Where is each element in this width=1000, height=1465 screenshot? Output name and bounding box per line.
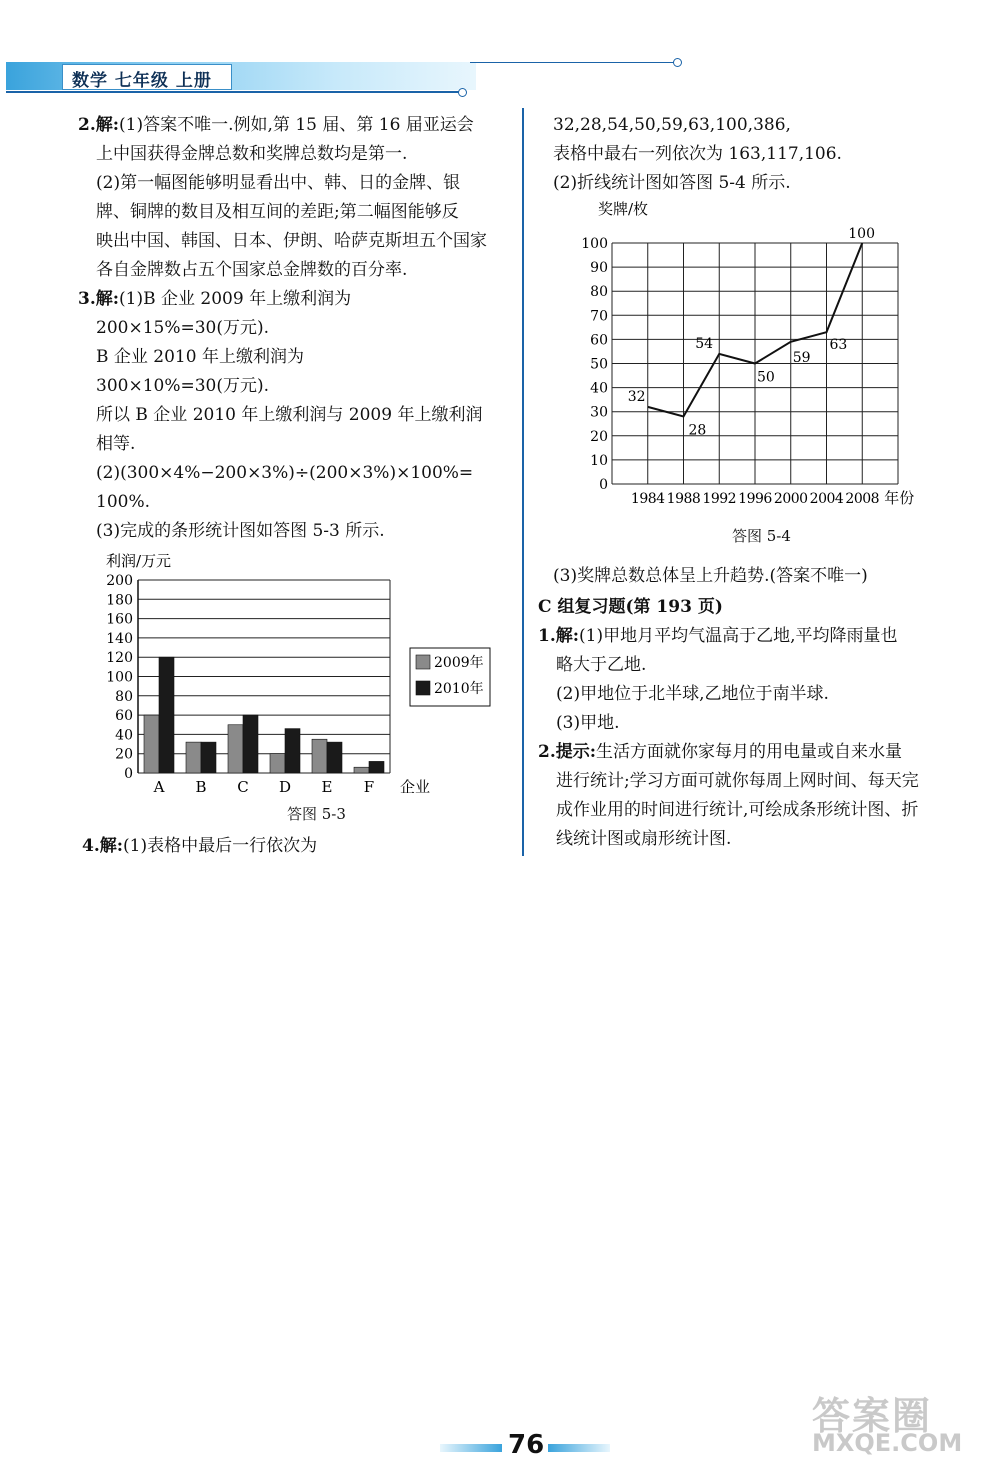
line-chart-ytick-label: 90 xyxy=(590,260,608,277)
c2-line-1 xyxy=(538,741,902,763)
fig4-caption: 答图 5-4 xyxy=(732,527,791,545)
line-chart-ytick-label: 70 xyxy=(590,308,608,325)
c2-number: 2. xyxy=(538,742,556,762)
q2-tag: 解: xyxy=(95,115,120,135)
header-dot-right xyxy=(673,58,682,67)
legend-swatch-2009年 xyxy=(416,655,430,669)
bar-chart-ytick-label: 180 xyxy=(106,592,133,609)
line-chart-ytick-label: 20 xyxy=(590,428,608,445)
bar-2009年-B xyxy=(186,742,201,773)
watermark-bottom-text: MXQE.COM xyxy=(812,1429,963,1457)
q4-tag: 解: xyxy=(99,836,124,856)
bar-2010年-F xyxy=(369,761,384,773)
c1-tag: 解: xyxy=(555,626,580,646)
bar-chart-category-label: C xyxy=(237,778,249,796)
line-chart-ytick-label: 60 xyxy=(590,332,608,349)
right-line-2: 表格中最右一列依次为 163,117,106. xyxy=(553,144,842,164)
q2-line-1 xyxy=(78,114,474,136)
bar-chart-category-label: E xyxy=(321,778,333,796)
right-line-3: (2)折线统计图如答图 5-4 所示. xyxy=(553,173,791,193)
bar-chart-xlabel: 企业 xyxy=(400,778,431,796)
line-chart-data-label: 63 xyxy=(829,337,848,354)
c1-number: 1. xyxy=(538,626,556,646)
legend-label-2009年: 2009年 xyxy=(434,655,484,671)
line-chart-data-label: 50 xyxy=(757,369,775,386)
page-number: 76 xyxy=(508,1430,545,1460)
q2-line-6: 各自金牌数占五个国家总金牌数的百分率. xyxy=(96,260,408,280)
watermark xyxy=(812,1385,992,1457)
c1-line-2: 略大于乙地. xyxy=(556,655,647,675)
c1-line-1 xyxy=(538,625,898,647)
c1-line-4: (3)甲地. xyxy=(556,713,620,733)
q3-line-2: 200×15%=30(万元). xyxy=(96,318,270,338)
bar-2009年-E xyxy=(312,739,327,773)
q3-line-7: (2)(300×4%−200×3%)÷(200×3%)×100%= xyxy=(96,463,474,483)
q3-text: (1)B 企业 2009 年上缴利润为 xyxy=(119,289,352,309)
c2-line-2: 进行统计;学习方面可就你每周上网时间、每天完 xyxy=(556,771,919,791)
bar-2009年-D xyxy=(270,754,285,773)
bar-2010年-E xyxy=(327,742,342,773)
bar-chart-ytick-label: 40 xyxy=(115,727,133,744)
q2-text: (1)答案不唯一.例如,第 15 届、第 16 届亚运会 xyxy=(119,115,474,135)
line-chart-ytick-label: 30 xyxy=(590,404,608,421)
header-top-rule xyxy=(470,62,675,63)
q3-line-1 xyxy=(78,288,351,310)
line-chart-xtick-label: 2004 xyxy=(809,491,844,507)
header-dot-left xyxy=(458,88,467,97)
legend-swatch-2010年 xyxy=(416,681,430,695)
q2-line-4: 牌、铜牌的数目及相互间的差距;第二幅图能够反 xyxy=(96,202,459,222)
q4-text: (1)表格中最后一行依次为 xyxy=(123,836,318,856)
footer-bar-left xyxy=(440,1444,502,1452)
line-chart-xtick-label: 1996 xyxy=(738,491,772,507)
c2-line-3: 成作业用的时间进行统计,可绘成条形统计图、折 xyxy=(556,800,919,820)
footer-bar-right xyxy=(548,1444,610,1452)
line-chart-data-label: 100 xyxy=(848,226,875,242)
line-chart xyxy=(560,195,930,507)
bar-chart-category-label: B xyxy=(195,778,207,796)
bar-chart-ytick-label: 60 xyxy=(115,708,133,725)
q3-part3-text: (3)奖牌总数总体呈上升趋势.(答案不唯一) xyxy=(553,566,868,586)
legend-label-2010年: 2010年 xyxy=(434,681,484,697)
line-chart-data-label: 28 xyxy=(688,422,707,439)
q3-line-4: 300×10%=30(万元). xyxy=(96,376,270,396)
bar-chart-ytick-label: 20 xyxy=(115,746,133,763)
bar-2010年-A xyxy=(159,657,174,773)
header-title: 数学 七年级 上册 xyxy=(72,71,212,91)
line-chart-xlabel: 年份 xyxy=(884,489,915,507)
bar-chart-category-label: F xyxy=(363,778,375,796)
q3-line-5: 所以 B 企业 2010 年上缴利润与 2009 年上缴利润 xyxy=(96,405,483,425)
line-chart-data-label: 32 xyxy=(627,388,646,405)
c2-line-4: 线统计图或扇形统计图. xyxy=(556,829,732,849)
line-chart-data-label: 59 xyxy=(792,349,811,366)
bar-chart xyxy=(100,548,500,798)
bar-chart-ytick-label: 120 xyxy=(106,650,133,667)
q2-line-5: 映出中国、韩国、日本、伊朗、哈萨克斯坦五个国家 xyxy=(96,231,487,251)
line-chart-ytick-label: 10 xyxy=(590,452,608,469)
line-chart-data-label: 54 xyxy=(695,335,714,352)
fig3-caption: 答图 5-3 xyxy=(287,805,346,823)
bar-chart-ytick-label: 80 xyxy=(115,688,133,705)
q3-number: 3. xyxy=(78,289,96,309)
bar-2009年-F xyxy=(354,767,369,773)
section-c-heading: C 组复习题(第 193 页) xyxy=(538,597,723,617)
line-chart-ytick-label: 40 xyxy=(590,380,608,397)
q2-number: 2. xyxy=(78,115,96,135)
bar-chart-ytick-label: 100 xyxy=(106,669,133,686)
q2-line-3: (2)第一幅图能够明显看出中、韩、日的金牌、银 xyxy=(96,173,461,193)
bar-2010年-B xyxy=(201,742,216,773)
c2-tag: 提示: xyxy=(555,742,597,762)
line-chart-xtick-label: 1992 xyxy=(702,491,737,507)
line-chart-ytick-label: 100 xyxy=(581,236,608,252)
q4-line-1 xyxy=(82,835,317,857)
watermark-top-text: 答案圈 xyxy=(812,1394,933,1438)
bar-chart-category-label: D xyxy=(278,778,292,796)
line-chart-xtick-label: 2008 xyxy=(845,491,880,507)
q3-line-3: B 企业 2010 年上缴利润为 xyxy=(96,347,304,367)
line-chart-xtick-label: 1984 xyxy=(630,491,665,507)
c1-line-3: (2)甲地位于北半球,乙地位于南半球. xyxy=(556,684,829,704)
q3-line-9: (3)完成的条形统计图如答图 5-3 所示. xyxy=(96,521,385,541)
bar-2009年-A xyxy=(144,715,159,773)
right-line-1: 32,28,54,50,59,63,100,386, xyxy=(553,115,791,135)
q3-tag: 解: xyxy=(95,289,120,309)
line-chart-ylabel: 奖牌/枚 xyxy=(598,200,649,218)
bar-chart-ytick-label: 200 xyxy=(106,573,133,589)
line-chart-ytick-label: 50 xyxy=(590,356,608,373)
line-chart-xtick-label: 2000 xyxy=(773,491,808,507)
bar-2010年-D xyxy=(285,729,300,773)
q3-line-6: 相等. xyxy=(96,434,136,454)
c2-text: 生活方面就你家每月的用电量或自来水量 xyxy=(596,742,903,762)
line-chart-ytick-label: 80 xyxy=(590,284,608,301)
q2-line-2: 上中国获得金牌总数和奖牌总数均是第一. xyxy=(96,144,408,164)
header-rule xyxy=(6,91,464,93)
q3-line-8: 100%. xyxy=(96,492,151,512)
bar-chart-category-label: A xyxy=(153,778,165,796)
line-chart-xtick-label: 1988 xyxy=(666,491,701,507)
bar-chart-ytick-label: 160 xyxy=(106,611,133,628)
bar-chart-ytick-label: 140 xyxy=(106,630,133,647)
bar-2010年-C xyxy=(243,715,258,773)
bar-chart-ylabel: 利润/万元 xyxy=(106,552,172,570)
c1-text: (1)甲地月平均气温高于乙地,平均降雨量也 xyxy=(579,626,898,646)
line-chart-ytick-label: 0 xyxy=(599,477,608,493)
q4-number: 4. xyxy=(82,836,100,856)
bar-2009年-C xyxy=(228,725,243,773)
column-divider xyxy=(522,108,524,856)
bar-chart-ytick-label: 0 xyxy=(124,766,133,782)
